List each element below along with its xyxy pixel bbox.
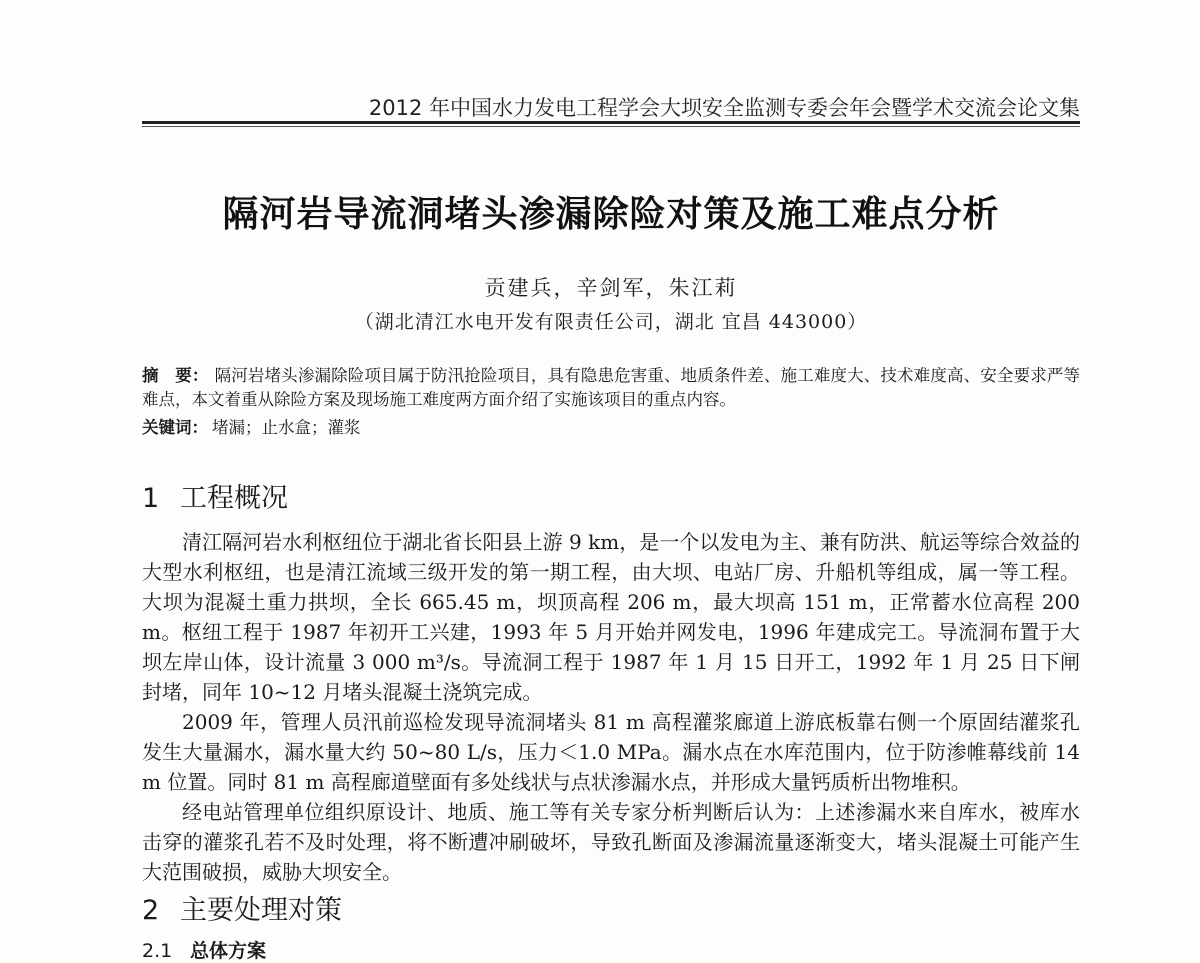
keywords — [142, 416, 1080, 440]
section-2-number: 2 — [142, 895, 160, 926]
paper-title: 隔河岩导流洞堵头渗漏除险对策及施工难点分析 — [222, 193, 1000, 235]
section-1-number: 1 — [142, 483, 160, 514]
section-1-heading — [142, 476, 288, 515]
abstract-text: 隔河岩堵头渗漏除险项目属于防汛抢险项目，具有隐患危害重、地质条件差、施工难度大、技术难度高、安全要求严等难点，本文着重从除险方案及现场施工难度两方面介绍了实施该项目的重点内容。 — [142, 366, 1081, 409]
subsection-2-1-title: 总体方案 — [190, 940, 267, 962]
subsection-2-1-heading — [142, 936, 266, 963]
header-rule-thin — [142, 126, 1080, 127]
paragraph: 经电站管理单位组织原设计、地质、施工等有关专家分析判断后认为：上述渗漏水来自库水，被库水击穿的灌浆孔若不及时处理，将不断遭冲刷破坏，导致孔断面及渗漏流量逐渐变大，堵头混凝土可能产生大范围破损，威胁大坝安全。 — [142, 800, 1080, 884]
running-header: 2012 年中国水力发电工程学会大坝安全监测专委会年会暨学术交流会论文集 — [368, 96, 1080, 120]
subsection-2-1-number: 2.1 — [142, 940, 173, 962]
paragraph: 清江隔河岩水利枢纽位于湖北省长阳县上游 9 km，是一个以发电为主、兼有防洪、航运等综合效益的大型水利枢纽，也是清江流域三级开发的第一期工程，由大坝、电站厂房、升船机等组成，属一等工程。大坝为混凝土重力拱坝，全长 665.45 m，坝顶高程 206 m，最大坝高 151 m，正常蓄水位高程 200 m。枢纽工程于 1987 年初开工兴建，1993 年 5 月开始并网发电，1996 年建成完工。导流洞布置于大坝左岸山体，设计流量 3 000 m³/s。导流洞工程于 1987 年 1 月 15 日开工，1992 年 1 月 25 日下闸封堵，同年 10~12 月堵头混凝土浇筑完成。 — [142, 530, 1080, 704]
section-1-body — [142, 527, 1080, 887]
authors: 贡建兵，辛剑军，朱江莉 — [484, 276, 738, 300]
keywords-label: 关键词： — [142, 418, 208, 437]
section-1-title: 工程概况 — [180, 483, 288, 514]
affiliation: （湖北清江水电开发有限责任公司，湖北 宜昌 443000） — [354, 311, 868, 333]
abstract — [142, 364, 1080, 412]
keywords-text: 堵漏；止水盒；灌浆 — [212, 418, 361, 437]
section-2-title: 主要处理对策 — [180, 895, 342, 926]
abstract-label: 摘 要： — [142, 366, 209, 385]
paragraph: 2009 年，管理人员汛前巡检发现导流洞堵头 81 m 高程灌浆廊道上游底板靠右侧一个原固结灌浆孔发生大量漏水，漏水量大约 50~80 L/s，压力＜1.0 MPa。漏水点在水库范围内，位于防渗帷幕线前 14 m 位置。同时 81 m 高程廊道壁面有多处线状与点状渗漏水点，并形成大量钙质析出物堆积。 — [142, 710, 1080, 794]
header-rule — [142, 121, 1080, 124]
section-2-heading — [142, 888, 342, 927]
